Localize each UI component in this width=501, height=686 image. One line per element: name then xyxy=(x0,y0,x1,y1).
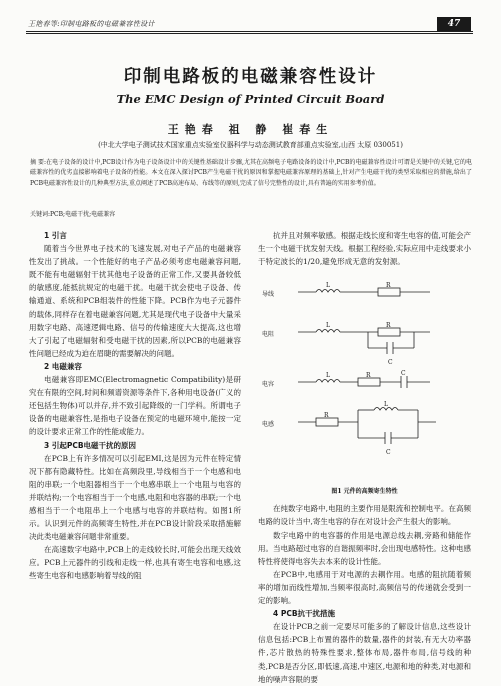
paragraph: 在纯数字电路中,电阻的主要作用是限流和控制电平。在高频电路的设计当中,寄生电容的存在对设计会产生很大的影响。 xyxy=(258,504,471,527)
parasitic-circuit-diagram xyxy=(258,270,471,475)
running-title: 王艳春等:印制电路板的电磁兼容性设计 xyxy=(28,20,155,28)
right-column-body xyxy=(258,502,471,685)
paragraph: 抗并且对频率敏感。根据走线长度和寄生电容的值,可能会产生一个电磁干扰发射天线。根据工程经验,实际应用中走线要求小于特定波长的1/20,避免形成无意的发射源。 xyxy=(258,231,471,267)
page-number: 47 xyxy=(437,17,471,32)
component-R: R xyxy=(366,372,371,380)
section-heading: 1 引言 xyxy=(44,231,67,240)
label-inductor: 电感 xyxy=(262,421,275,429)
section-heading: 2 电磁兼容 xyxy=(44,361,82,371)
header-rule-thin xyxy=(26,33,473,34)
section-heading: 4 PCB抗干扰措施 xyxy=(273,609,336,619)
component-R: R xyxy=(386,282,391,290)
paper-title-en: The EMC Design of Printed Circuit Board xyxy=(116,92,385,106)
paragraph: 随着当今世界电子技术的飞速发展,对电子产品的电磁兼容性发出了挑战。一个性能好的电子产品必须考虑电磁兼容问题,既不能有电磁辐射干扰其他电子设备的正常工作,又要具备较低的敏感度,能抵抗规定的电磁干扰。电磁干扰会使电子设备、传输通道、系统和PCB组装件的性能下降。PCB作为电子元器件的载体,同样存在着电磁兼容问题,尤其是现代电子设备中大量采用数字电路、高速逻辑电路、信号的传输速度大大提高,这也增大了引起了电磁辐射和受电磁干扰的因素,所以PCB的电磁兼容性问题已经成为迫在眉睫的需要解决的问题。 xyxy=(29,244,241,358)
header-rule xyxy=(26,31,473,32)
component-L: L xyxy=(326,322,330,330)
component-R: R xyxy=(386,322,391,330)
section-heading: 3 引起PCB电磁干扰的原因 xyxy=(44,440,137,450)
component-L: L xyxy=(326,372,330,380)
component-L: L xyxy=(326,282,330,290)
affiliation: (中北大学电子测试技术国家重点实验室仪器科学与动态测试教育部重点实验室,山西 太原 030051) xyxy=(98,141,403,149)
authors: 王艳春 祖 静 崔春生 xyxy=(167,123,334,136)
paragraph: 在PCB中,电感用于对电源的去耦作用。电感的阻抗随着频率的增加而线性增加,当频率很高时,高频信号的传递就会受到一定的影响。 xyxy=(258,569,471,606)
paragraph: 在PCB上有许多情况可以引起EMI,这是因为元件在特定情况下都有隐藏特性。比如在高频段里,导线相当于一个电感和电阻的串联;一个电阻器相当于一个电感串联上一个电阻与电容的并联结构;一个电容相当于一个电感,电阻和电容器的串联;一个电感相当于一个电阻串上一个电感与电容的并联结构。如图1所示。认识到元件的高频寄生特性,并在PCB设计阶段采取措施解决此类电磁兼容问题非常重要。 xyxy=(29,453,241,542)
paper-title-cn: 印制电路板的电磁兼容性设计 xyxy=(123,67,378,87)
label-wire: 导线 xyxy=(262,291,275,299)
label-capacitor: 电容 xyxy=(262,381,275,389)
left-column xyxy=(29,229,241,583)
component-R: R xyxy=(324,412,329,420)
component-L: L xyxy=(384,401,388,409)
right-column xyxy=(258,229,471,686)
component-C: C xyxy=(401,370,406,378)
component-C: C xyxy=(386,449,391,457)
figure-caption: 图1 元件的高频寄生特性 xyxy=(331,488,398,496)
label-resistor: 电阻 xyxy=(262,331,275,339)
paragraph: 数字电路中的电容器的作用是电源总线去耦,旁路和储能作用。当电路超过电容的自谐振频率时,会出现电感特性。这种电感特性将使得电容失去本来的设计性能。 xyxy=(258,530,471,566)
abstract: 摘 要:在电子设备的设计中,PCB设计作为电子设备设计中的关键性基础设计步骤,尤其在高频电子电路设备的设计中,PCB的电磁兼容性设计可谓是关键中的关键,它的电磁兼容性的优劣直接影响着电子设备的性能。本文在深入探讨PCB产生电磁干扰的原因和掌握电磁兼容原理的基础上,针对产生电磁干扰的类型采取相应的措施,给出了PCB电磁兼容性设计的几种典型方法,重点阐述了PCB高速布局、布线等的原则,完成了信号完整性的设计,具有普遍的实用参考价值。 xyxy=(30,159,472,187)
paragraph: 电磁兼容即EMC(Electromagnetic Compatibility)是研究在有限的空间,时间和频谱资源等条件下,各种用电设备(广义的还包括生物体)可以并存,并不致引起降级的一门学科。所谓电子设备的电磁兼容性,是指电子设备在预定的电磁环境中,能按一定的设计要求正常工作的性能或能力。 xyxy=(29,375,241,437)
component-C: C xyxy=(388,359,393,367)
paragraph: 在设计PCB之前一定要尽可能多的了解设计信息,这些设计信息包括:PCB上布置的器件的数量,器件的封装,有无大功率器件,芯片散热的特殊性要求,整体布局,器件布局,信号线的种类,PCB是否分区,即低速,高速,中速区,电源和地的种类,对电源和地的噪声容限的要 xyxy=(258,622,471,684)
figure-1 xyxy=(258,270,471,485)
paragraph: 在高速数字电路中,PCB上的走线较长时,可能会出现天线效应。PCB上元器件的引线和走线一样,也具有寄生电容和电感,这些寄生电容和电感影响着导线的阻 xyxy=(29,545,241,581)
keywords: 关键词:PCB;电磁干扰;电磁兼容 xyxy=(30,211,116,218)
